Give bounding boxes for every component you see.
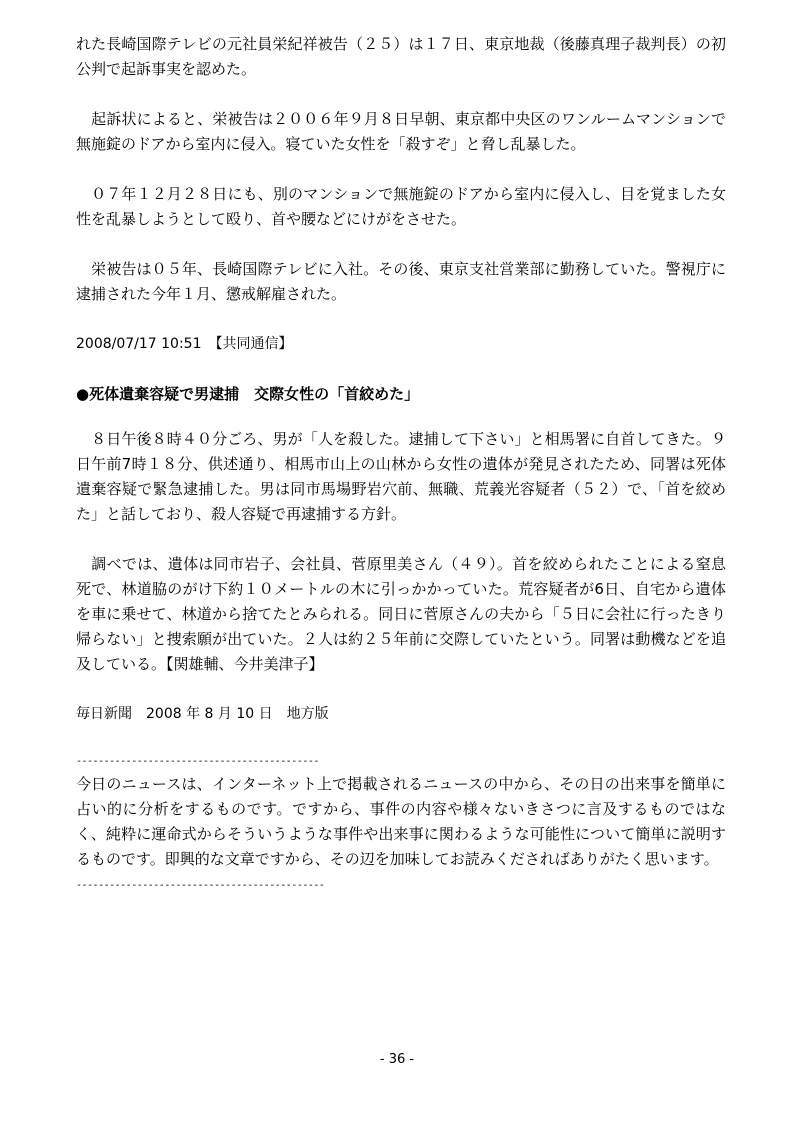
article2-paragraph-2 xyxy=(76,552,726,677)
article1-paragraph-4-text: 栄被告は０５年、長崎国際テレビに入社。その後、東京支社営業部に勤務していた。警視庁に逮捕された今年１月、懲戒解雇された。 xyxy=(76,260,726,303)
note-divider-bottom: --------------------------------------------- xyxy=(76,880,325,891)
page-number: - 36 - xyxy=(379,1052,415,1067)
article2-headline: ●死体遺棄容疑で男逮捕 交際女性の「首絞めた」 xyxy=(76,385,420,403)
article2-source: 毎日新聞 2008 年 8 月 10 日 地方版 xyxy=(76,706,329,722)
document-page xyxy=(76,32,726,896)
article2-paragraph-1-text: ８日午後８時４０分ごろ、男が「人を殺した。逮捕して下さい」と相馬署に自首してきた。９日午前7時１８分、供述通り、相馬市山上の山林から女性の遺体が発見されたため、同署は死体遺棄容疑で緊急逮捕した。男は同市馬場野岩穴前、無職、荒義光容疑者（５２）で、「首を絞めた」と話しており、殺人容疑で再逮捕する方針。 xyxy=(76,430,726,523)
article2-paragraph-2-text: 調べでは、遺体は同市岩子、会社員、菅原里美さん（４９）。首を絞められたことによる窒息死で、林道脇のがけ下約１０メートルの木に引っかかっていた。荒容疑者が6日、自宅から遺体を車に乗せて、林道から捨てたとみられる。同日に菅原さんの夫から「５日に会社に行ったきり帰らない」と捜索願が出ていた。２人は約２５年前に交際していたという。同署は動機などを追及している。【関雄輔、今井美津子】 xyxy=(76,555,726,673)
article1-paragraph-4 xyxy=(76,257,726,307)
note-divider-top: -------------------------------------------- xyxy=(76,756,319,767)
article1-paragraph-3 xyxy=(76,182,726,232)
article2-paragraph-1 xyxy=(76,427,726,527)
article1-paragraph-3-text: ０７年１２月２８日にも、別のマンションで無施錠のドアから室内に侵入し、目を覚ました女性を乱暴しようとして殴り、首や腰などにけがをさせた。 xyxy=(76,185,726,228)
article1-dateline: 2008/07/17 10:51 【共同通信】 xyxy=(76,336,293,352)
article1-paragraph-2 xyxy=(76,107,726,157)
article1-paragraph-1: れた長崎国際テレビの元社員栄紀祥被告（２５）は１７日、東京地裁（後藤真理子裁判長）の初公判で起訴事実を認めた。 xyxy=(76,35,726,78)
note-text: 今日のニュースは、インターネット上で掲載されるニュースの中から、その日の出来事を簡単に占い的に分析をするものです。ですから、事件の内容や様々ないきさつに言及するものではなく、純粋に運命式からそういうような事件や出来事に関わるような可能性について簡単に説明するものです。即興的な文章ですから、その辺を加味してお読みくださればありがたく思います。 xyxy=(76,775,726,868)
article1-paragraph-2-text: 起訴状によると、栄被告は２００６年９月８日早朝、東京都中央区のワンルームマンションで無施錠のドアから室内に侵入。寝ていた女性を「殺すぞ」と脅し乱暴した。 xyxy=(76,110,726,153)
